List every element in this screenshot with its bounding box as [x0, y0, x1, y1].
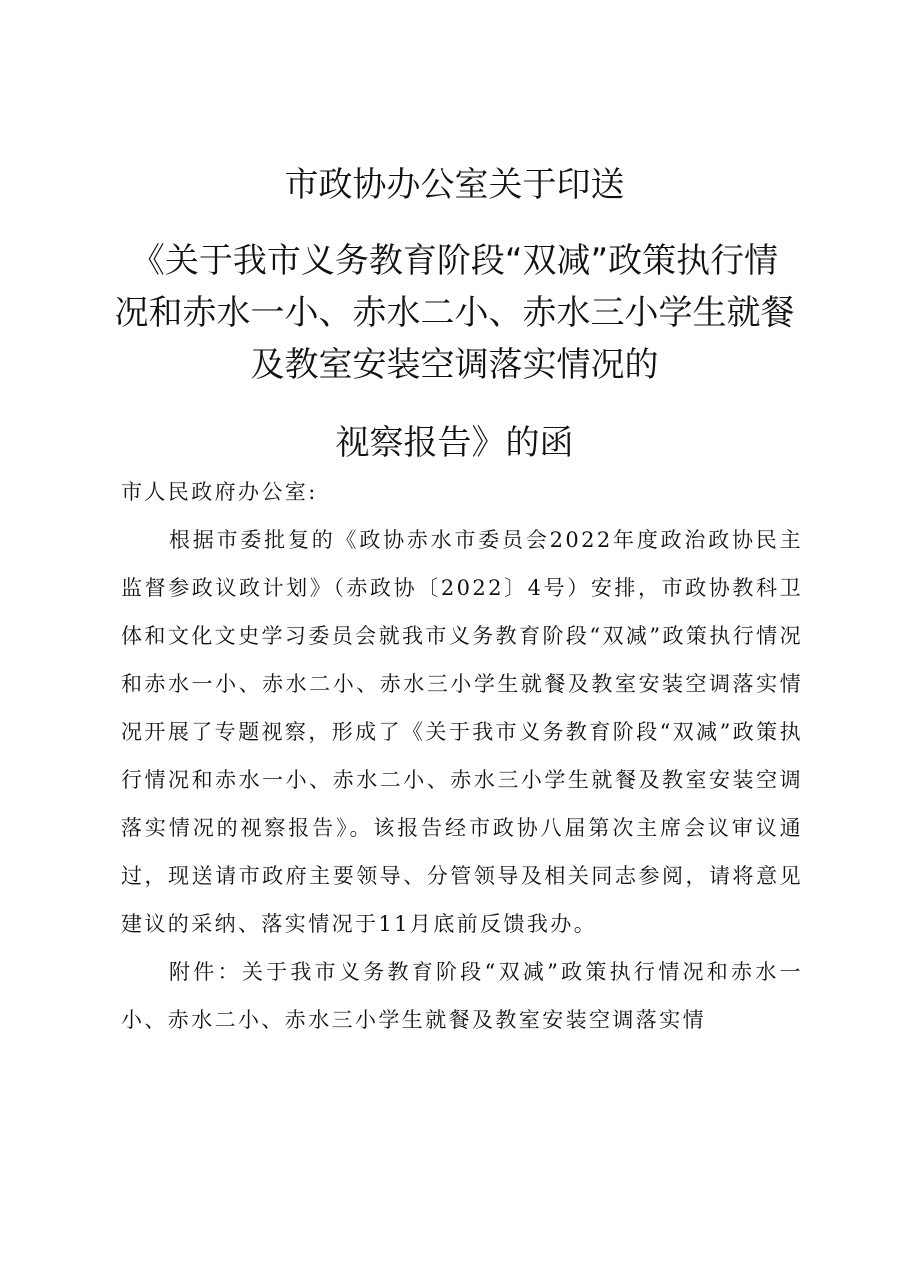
- document-title: [0, 155, 909, 473]
- title-line-2: 《关于我市义务教育阶段“双减”政策执行情: [130, 241, 779, 281]
- document-body: [121, 468, 803, 1044]
- title-line-1: 市政协办公室关于印送: [284, 165, 625, 205]
- salutation: 市人民政府办公室:: [121, 480, 318, 504]
- title-line-5: 视察报告》的函: [335, 423, 574, 463]
- title-line-3: 况和赤水一小、赤水二小、赤水三小学生就餐: [114, 293, 795, 333]
- body-paragraph: 根据市委批复的《政协赤水市委员会2022年度政治政协民主监督参政议政计划》（赤政协〔2022〕4号）安排，市政协教科卫体和文化文史学习委员会就我市义务教育阶段“双减”政策执行情况和赤水一小、赤水二小、赤水三小学生就餐及教室安装空调落实情况开展了专题视察，形成了《关于我市义务教育阶段“双减”政策执行情况和赤水一小、赤水二小、赤水三小学生就餐及教室安装空调落实情况的视察报告》。该报告经市政协八届第次主席会议审议通过，现送请市政府主要领导、分管领导及相关同志参阅，请将意见建议的采纳、落实情况于11月底前反馈我办。: [121, 528, 803, 936]
- title-line-4: 及教室安装空调落实情况的: [250, 345, 659, 385]
- attachment-paragraph: 附件：关于我市义务教育阶段“双减”政策执行情况和赤水一小、赤水二小、赤水三小学生就餐及教室安装空调落实情: [121, 960, 803, 1032]
